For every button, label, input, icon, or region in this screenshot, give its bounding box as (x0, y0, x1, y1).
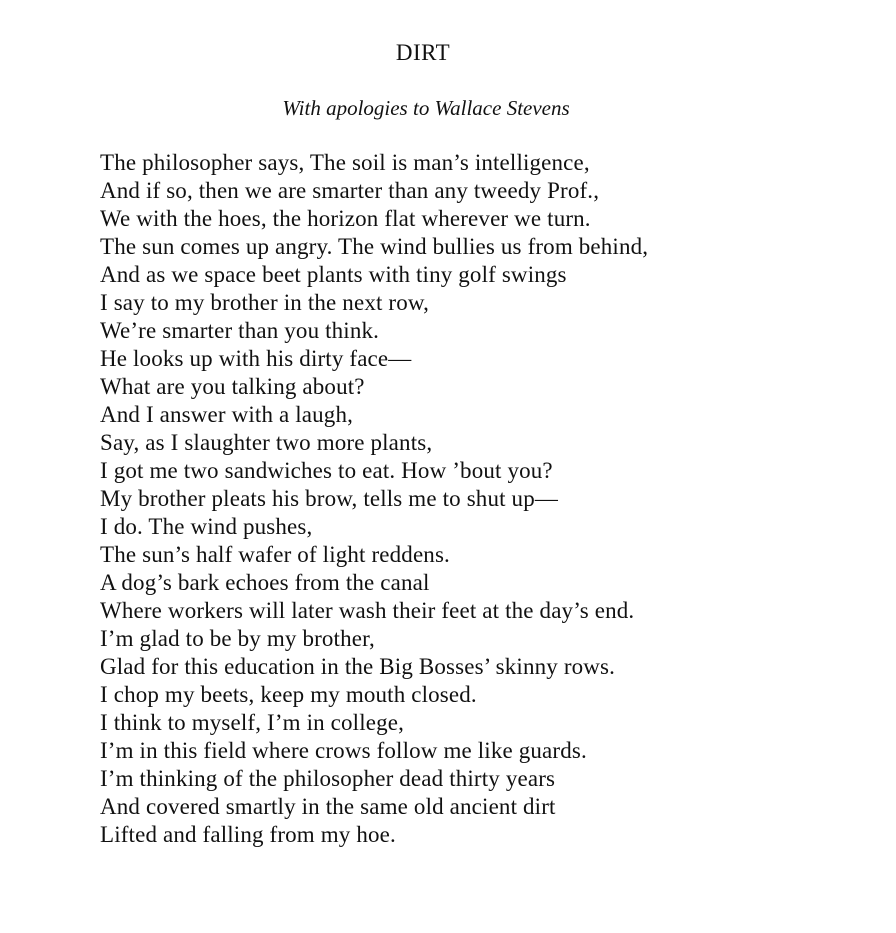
poem-title: DIRT (395, 40, 451, 65)
poem-line: The philosopher says, The soil is man’s intelligence, (100, 150, 590, 175)
poem-line: I think to myself, I’m in college, (100, 710, 405, 735)
poem-line: What are you talking about? (100, 374, 365, 399)
poem-line: And as we space beet plants with tiny golf swings (100, 262, 567, 287)
poem-epigraph: With apologies to Wallace Stevens (282, 96, 570, 120)
poem-line: I chop my beets, keep my mouth closed. (100, 682, 477, 707)
poem-line: And I answer with a laugh, (100, 402, 354, 427)
poem-line: A dog’s bark echoes from the canal (100, 570, 430, 595)
poem-line: He looks up with his dirty face— (100, 346, 412, 371)
poem-line: And if so, then we are smarter than any tweedy Prof., (100, 178, 600, 203)
poem-line: We with the hoes, the horizon flat wherever we turn. (100, 206, 591, 231)
poem-line: The sun’s half wafer of light reddens. (100, 542, 450, 567)
poem-line: And covered smartly in the same old ancient dirt (100, 794, 556, 819)
poem-line: I do. The wind pushes, (100, 514, 313, 539)
poem-line: I’m thinking of the philosopher dead thirty years (100, 766, 556, 791)
poem-line: My brother pleats his brow, tells me to shut up— (100, 486, 558, 511)
poem-line: I’m glad to be by my brother, (100, 626, 375, 651)
poem-line: I got me two sandwiches to eat. How ’bout you? (100, 458, 553, 483)
poem-line: Say, as I slaughter two more plants, (100, 430, 433, 455)
poem-line: I’m in this field where crows follow me like guards. (100, 738, 587, 763)
poem-line: I say to my brother in the next row, (100, 290, 430, 315)
poem-line: Lifted and falling from my hoe. (100, 822, 396, 847)
poem-line: We’re smarter than you think. (100, 318, 380, 343)
poem-line: Where workers will later wash their feet at the day’s end. (100, 598, 635, 623)
poem-line: The sun comes up angry. The wind bullies us from behind, (100, 234, 649, 259)
poem-body (100, 149, 648, 849)
poem-line: Glad for this education in the Big Bosses’ skinny rows. (100, 654, 616, 679)
